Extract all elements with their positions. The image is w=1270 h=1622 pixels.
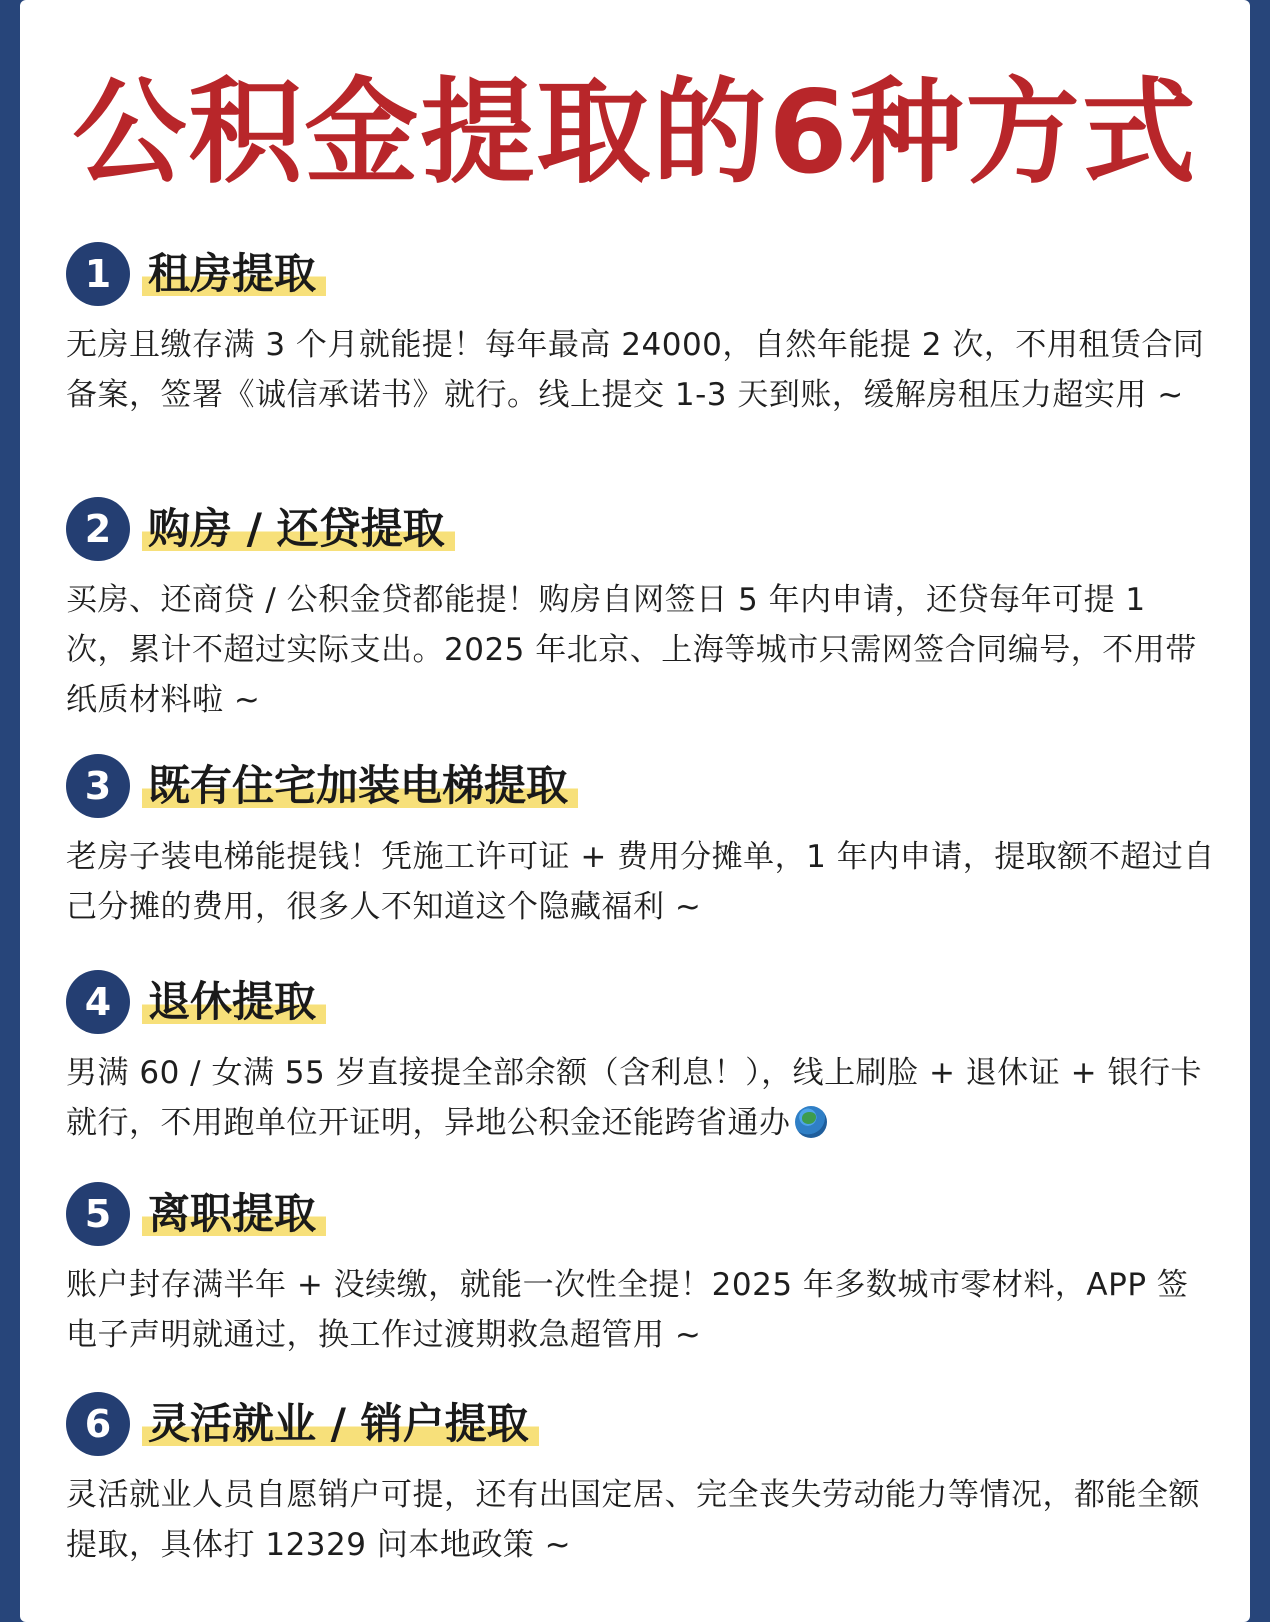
section-heading: 退休提取 (142, 976, 326, 1028)
section-header (66, 968, 1216, 1038)
section-heading: 离职提取 (142, 1188, 326, 1240)
number-badge: 3 (66, 754, 130, 818)
section-heading: 既有住宅加装电梯提取 (142, 760, 578, 812)
number-badge: 5 (66, 1182, 130, 1246)
section-body: 灵活就业人员自愿销户可提，还有出国定居、完全丧失劳动能力等情况，都能全额提取，具体打 12329 问本地政策 ~ (66, 1477, 1200, 1563)
infographic-card (20, 0, 1250, 1622)
section-header (66, 240, 1216, 310)
section-heading: 灵活就业 / 销户提取 (142, 1398, 539, 1450)
section-header (66, 1180, 1216, 1250)
section-body: 老房子装电梯能提钱！凭施工许可证 + 费用分摊单，1 年内申请，提取额不超过自己分摊的费用，很多人不知道这个隐藏福利 ~ (66, 839, 1215, 925)
page-title: 公积金提取的6种方式 (72, 66, 1198, 199)
section-header (66, 495, 1216, 565)
section-body (66, 1048, 1216, 1148)
section-resignation (66, 1180, 1216, 1360)
globe-icon (795, 1106, 827, 1138)
section-elevator (66, 752, 1216, 932)
section-body: 无房且缴存满 3 个月就能提！每年最高 24000，自然年能提 2 次，不用租赁合同备案，签署《诚信承诺书》就行。线上提交 1-3 天到账，缓解房租压力超实用 ~ (66, 327, 1205, 413)
section-heading: 购房 / 还贷提取 (142, 503, 455, 555)
section-header (66, 752, 1216, 822)
number-badge: 4 (66, 970, 130, 1034)
section-purchase-loan (66, 495, 1216, 725)
section-retirement (66, 968, 1216, 1148)
number-badge: 2 (66, 497, 130, 561)
number-badge: 6 (66, 1392, 130, 1456)
section-body: 账户封存满半年 + 没续缴，就能一次性全提！2025 年多数城市零材料，APP 签电子声明就通过，换工作过渡期救急超管用 ~ (66, 1267, 1189, 1353)
section-flexible-employment (66, 1390, 1216, 1570)
number-badge: 1 (66, 242, 130, 306)
section-body-text: 男满 60 / 女满 55 岁直接提全部余额（含利息！），线上刷脸 + 退休证 + 银行卡就行，不用跑单位开证明，异地公积金还能跨省通办 (66, 1055, 1202, 1141)
section-heading: 租房提取 (142, 248, 326, 300)
section-header (66, 1390, 1216, 1460)
section-rent (66, 240, 1216, 420)
section-body: 买房、还商贷 / 公积金贷都能提！购房自网签日 5 年内申请，还贷每年可提 1 次，累计不超过实际支出。2025 年北京、上海等城市只需网签合同编号，不用带纸质材料啦 ~ (66, 582, 1197, 718)
